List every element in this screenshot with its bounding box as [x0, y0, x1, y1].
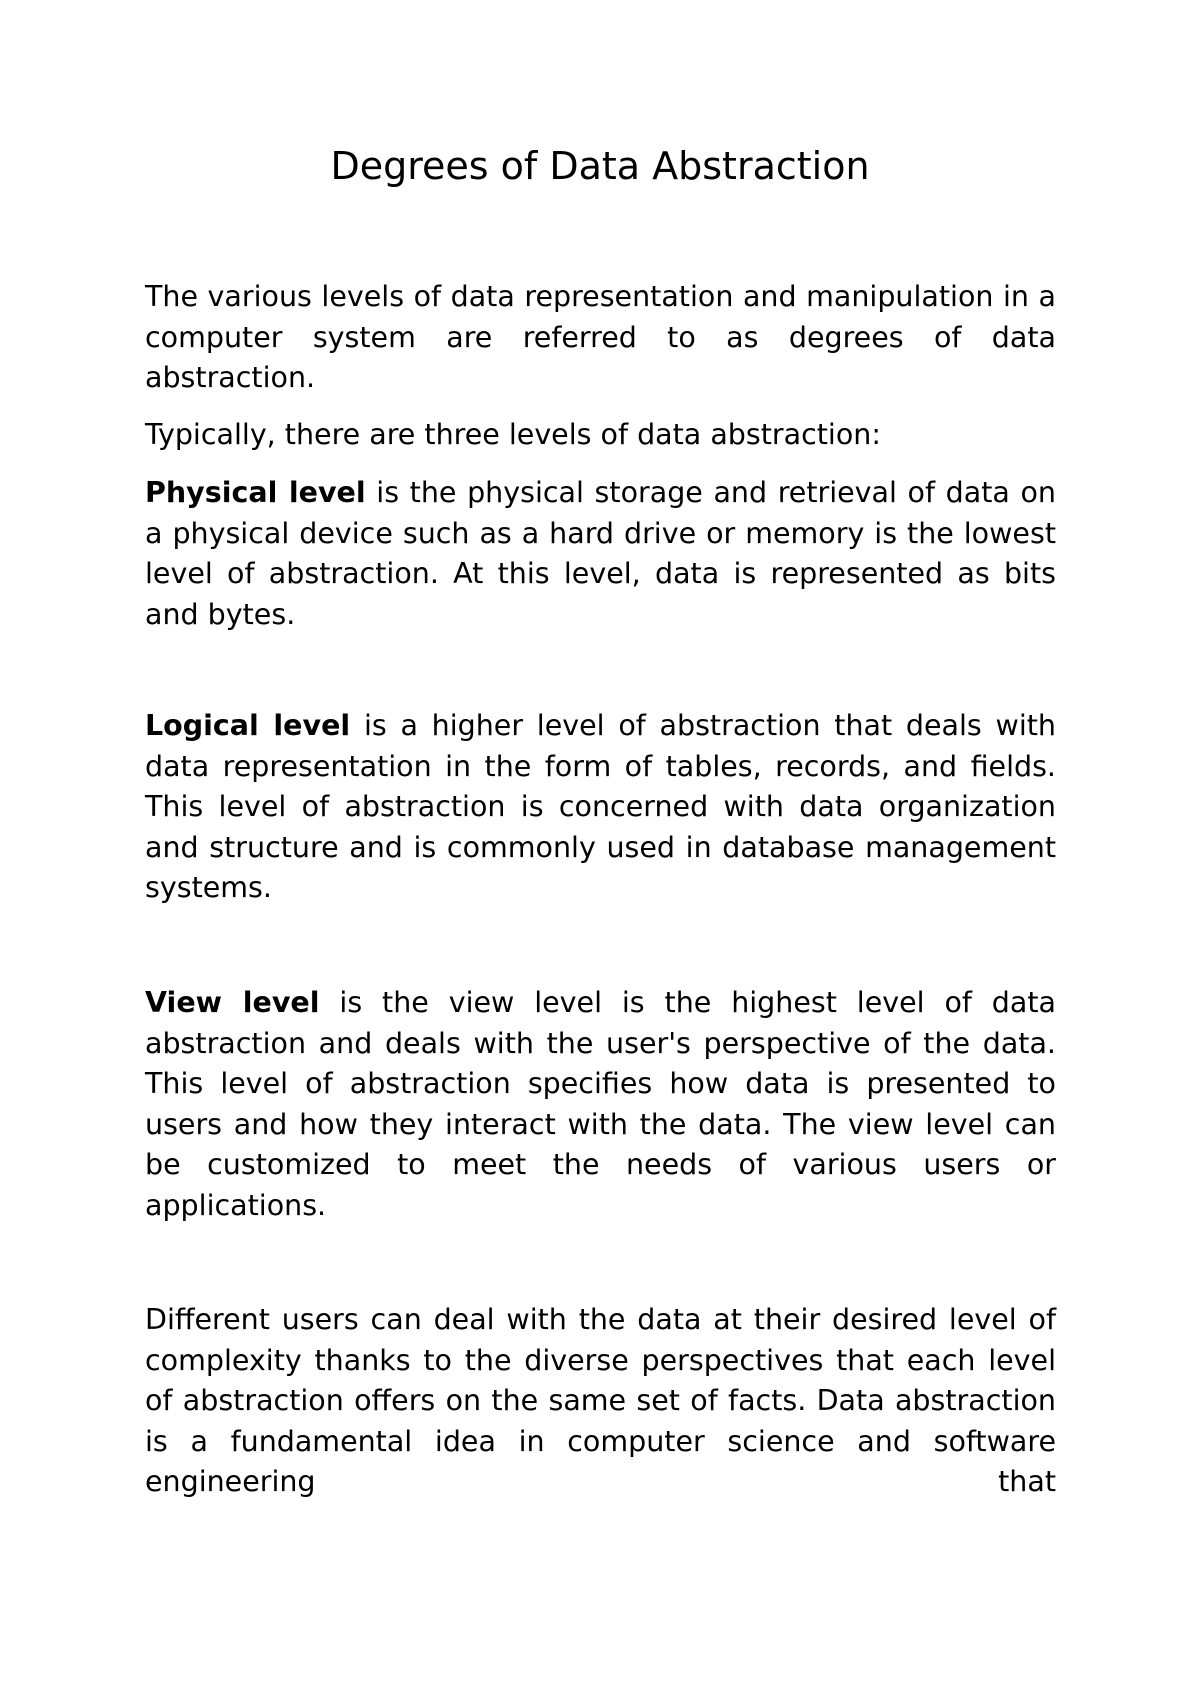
page-title: Degrees of Data Abstraction [330, 144, 870, 188]
logical-level-text: is a higher level of abstraction that deals with data representation in the form of tables, records, and fields. This level of abstraction is concerned with data organization and structure and is commonly used in database management systems. [145, 709, 1056, 904]
physical-level-paragraph [145, 473, 1056, 635]
view-level-paragraph [145, 983, 1056, 1226]
physical-level-term: Physical level [145, 476, 366, 509]
logical-level-term: Logical level [145, 709, 351, 742]
view-level-term: View level [145, 986, 320, 1019]
physical-level-text: is the physical storage and retrieval of data on a physical device such as a hard drive or memory is the lowest level of abstraction. At this level, data is represented as bits and bytes. [145, 476, 1056, 631]
intro-paragraph: The various levels of data representation and manipulation in a computer system are referred to as degrees of data abstraction. [145, 280, 1056, 394]
levels-intro-paragraph: Typically, there are three levels of data abstraction: [145, 418, 881, 451]
logical-level-paragraph [145, 706, 1056, 909]
view-level-text: is the view level is the highest level of data abstraction and deals with the user's perspective of the data. This level of abstraction specifies how data is presented to users and how they interact with the data. The view level can be customized to meet the needs of various users or applications. [145, 986, 1056, 1222]
closing-paragraph: Different users can deal with the data at their desired level of complexity thanks to the diverse perspectives that each level of abstraction offers on the same set of facts. Data abstraction is a fundamental idea in computer science and software engineering that [145, 1303, 1056, 1498]
